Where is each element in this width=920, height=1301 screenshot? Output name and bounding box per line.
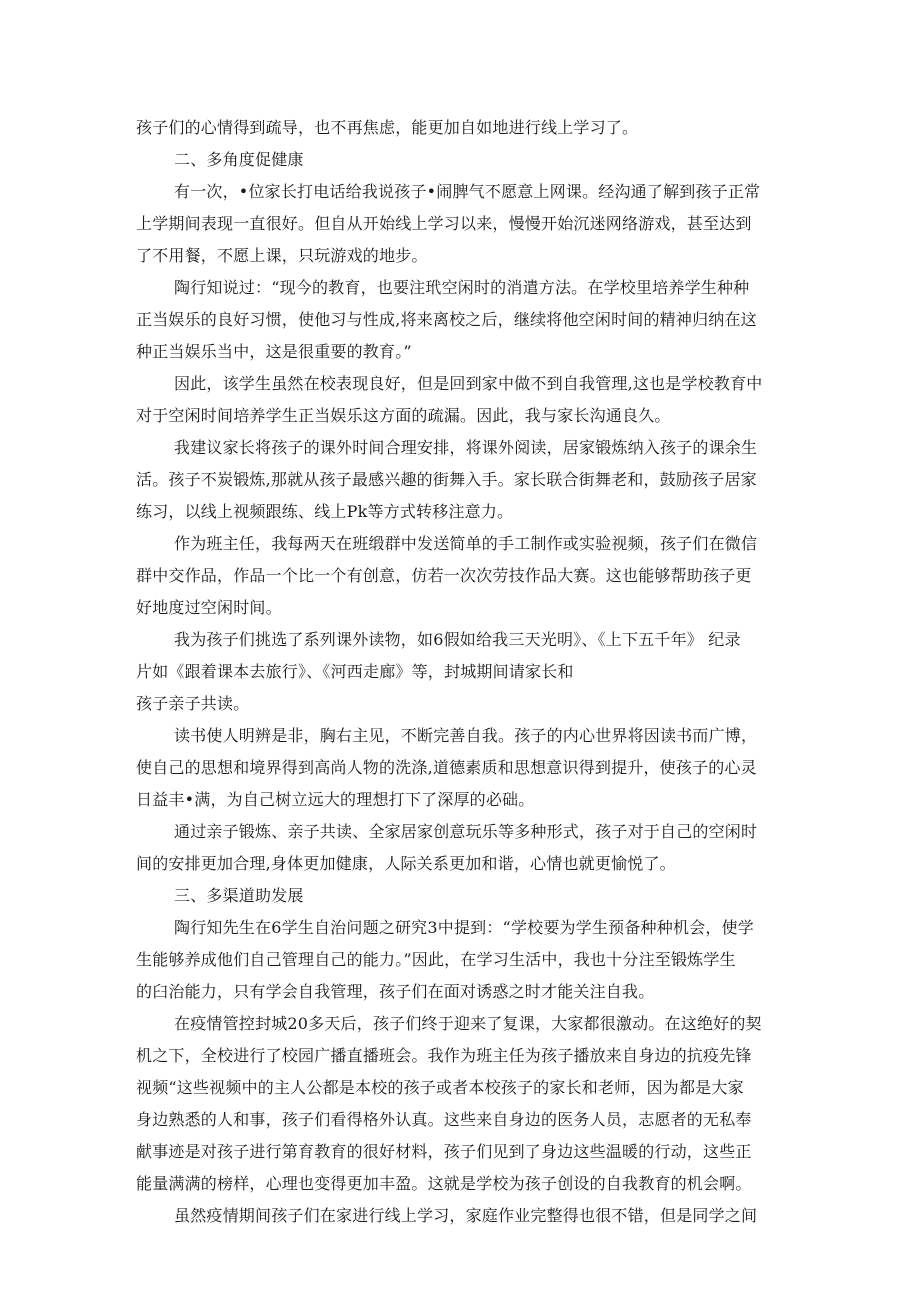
text-line: 上学期间表现一直很好。但自从开始线上学习以来，慢慢开始沉迷网络游戏，甚至达到 (136, 214, 752, 233)
text-line: 因此，该学生虽然在校表现良好，但是回到家中做不到自我管理,这也是学校教育中 (174, 374, 763, 393)
text-line: 孩子们的心情得到疏导，也不再焦虑，能更加自如地进行线上学习了。 (136, 118, 639, 137)
document-page (136, 112, 796, 1232)
text-line: 有一次，•位家长打电话给我说孩子•闹脾气不愿意上网课。经沟通了解到孩子正常 (174, 182, 761, 201)
text-line: 机之下，全校进行了校园广播直播班会。我作为班主任为孩子播放来自身边的抗疫先锋 (136, 1046, 752, 1065)
text-line: 我为孩子们挑选了系列课外读物，如6假如给我三天光明》、《上下五千年》 纪录 (174, 630, 741, 649)
text-line: 片如《跟着课本去旅行》、《河西走廊》等，封城期间请家长和 (136, 662, 574, 681)
text-line: 我建议家长将孩子的课外时间合理安排，将课外阅读，居家锻炼纳入孩子的课余生 (174, 438, 758, 457)
text-line: 的臼治能力，只有学会自我管理，孩子们在面对诱惑之时才能关注自我。 (136, 982, 655, 1001)
text-line: 陶行知说过：“现今的教育，也要注玳空闲时的消遣方法。在学校里培养学生种种 (174, 278, 750, 297)
text-line: 身边熟悉的人和事，孩子们看得格外认真。这些来自身边的医务人员，志愿者的无私奉 (136, 1110, 752, 1129)
text-line: 种正当娱乐当中，这是很重要的教育。” (136, 342, 412, 361)
text-line: 练习，以线上视频跟练、线上Pk等方式转移注意力。 (136, 502, 514, 521)
text-line: 正当娱乐的良好习惯，使他习与性成,将来离校之后，继续将他空闲时间的精神归纳在这 (136, 310, 757, 329)
text-line: 三、多渠道助发展 (174, 886, 304, 905)
text-line: 日益丰•满，为自己树立远大的理想打下了深厚的必础。 (136, 790, 535, 809)
text-line: 能量满满的榜样，心理也变得更加丰盈。这就是学校为孩子创设的自我教育的机会啊。 (136, 1174, 752, 1193)
text-line: 间的安排更加合理,身体更加健康，人际关系更加和谐，心情也就更愉悦了。 (136, 854, 676, 873)
text-line: 活。孩子不炭锻炼,那就从孩子最感兴趣的街舞入手。家长联合街舞老和，鼓励孩子居家 (136, 470, 757, 489)
text-line: 使自己的思想和境界得到高尚人物的洗涤,道德素质和思想意识得到提升，使孩子的心灵 (136, 758, 757, 777)
text-line: 虽然疫情期间孩子们在家进行线上学习，家庭作业完整得也很不错，但是同学之间 (174, 1206, 758, 1225)
text-line: 孩子亲子共读。 (136, 694, 250, 713)
text-line: 对于空闲时间培养学生正当娱乐这方面的疏漏。因此，我与家长沟通良久。 (136, 406, 671, 425)
text-line: 在疫情管控封城20多天后，孩子们终于迎来了复课，大家都很激动。在这绝好的契 (174, 1014, 762, 1033)
text-line: 群中交作品，作品一个比一个有创意，仿若一次次劳技作品大赛。这也能够帮助孩子更 (136, 566, 752, 585)
text-line: 视频“这些视频中的主人公都是本校的孩子或者本校孩子的家长和老师，因为都是大家 (136, 1078, 744, 1097)
text-line: 通过亲子锻炼、亲子共读、全家居家创意玩乐等多种形式，孩子对于自己的空闲时 (174, 822, 758, 841)
text-line: 生能够养成他们自己管理自己的能力。”因此，在学习生活中，我也十分注至锻炼学生 (136, 950, 736, 969)
text-line: 作为班主任，我每两天在班缎群中发送简单的手工制作或实验视频，孩子们在微信 (174, 534, 758, 553)
text-line: 好地度过空闲时间。 (136, 598, 282, 617)
text-line: 二、多角度促健康 (174, 150, 304, 169)
text-line: 陶行知先生在6学生自治问题之研究3中提到：“学校要为学生预备种种机会，使学 (174, 918, 754, 937)
text-line: 献事迹是对孩子进行第育教育的很好材料，孩子们见到了身边这些温暖的行动，这些正 (136, 1142, 752, 1161)
text-line: 读书使人明辨是非，胸右主见，不断完善自我。孩子的内心世界将因读书而广博， (174, 726, 758, 745)
text-line: 了不用餐，不愿上课，只玩游戏的地步。 (136, 246, 428, 265)
